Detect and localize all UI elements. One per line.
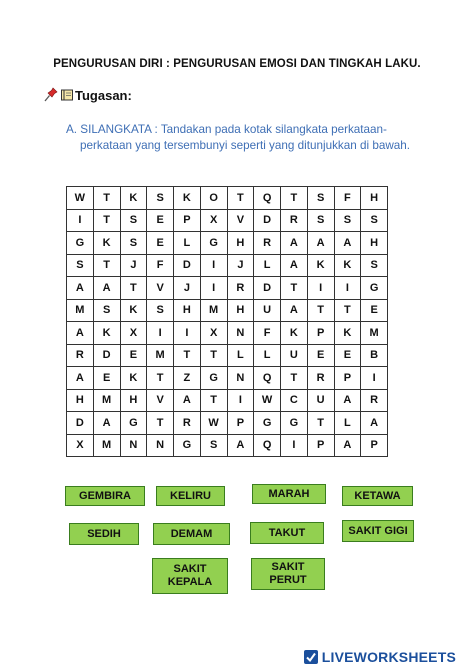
grid-row — [67, 434, 388, 457]
grid-cell[interactable]: S — [147, 299, 174, 322]
grid-cell[interactable]: S — [361, 254, 388, 277]
grid-cell[interactable]: A — [281, 299, 308, 322]
grid-cell[interactable]: T — [147, 412, 174, 435]
grid-cell[interactable]: G — [67, 232, 94, 255]
grid-cell[interactable]: X — [67, 434, 94, 457]
grid-cell[interactable]: S — [93, 299, 120, 322]
grid-cell[interactable]: A — [67, 367, 94, 390]
grid-cell[interactable]: A — [334, 434, 361, 457]
grid-cell[interactable]: K — [93, 232, 120, 255]
grid-cell[interactable]: T — [281, 367, 308, 390]
tugasan-heading — [44, 86, 132, 104]
grid-cell[interactable]: G — [254, 412, 281, 435]
grid-cell[interactable]: H — [174, 299, 201, 322]
grid-row — [67, 187, 388, 210]
grid-cell[interactable]: M — [93, 434, 120, 457]
grid-cell[interactable]: J — [120, 254, 147, 277]
grid-cell[interactable]: I — [334, 277, 361, 300]
liveworksheets-label: LIVEWORKSHEETS — [321, 649, 456, 665]
grid-cell[interactable]: E — [93, 367, 120, 390]
grid-cell[interactable]: N — [227, 322, 254, 345]
grid-cell[interactable]: F — [254, 322, 281, 345]
grid-cell[interactable]: D — [174, 254, 201, 277]
grid-cell[interactable]: V — [227, 209, 254, 232]
grid-cell[interactable]: V — [147, 277, 174, 300]
grid-cell[interactable]: Q — [254, 434, 281, 457]
grid-cell[interactable]: M — [93, 389, 120, 412]
grid-cell[interactable]: X — [200, 209, 227, 232]
word-box-marah[interactable]: MARAH — [252, 484, 326, 504]
grid-cell[interactable]: G — [281, 412, 308, 435]
grid-cell[interactable]: W — [254, 389, 281, 412]
grid-cell[interactable]: K — [120, 299, 147, 322]
grid-cell[interactable]: T — [174, 344, 201, 367]
grid-cell[interactable]: I — [147, 322, 174, 345]
grid-cell[interactable]: A — [281, 232, 308, 255]
grid-cell[interactable]: D — [93, 344, 120, 367]
word-box-takut[interactable]: TAKUT — [250, 522, 324, 544]
grid-cell[interactable]: X — [120, 322, 147, 345]
grid-cell[interactable]: K — [281, 322, 308, 345]
grid-cell[interactable]: H — [227, 299, 254, 322]
grid-cell[interactable]: D — [67, 412, 94, 435]
grid-cell[interactable]: A — [67, 277, 94, 300]
grid-cell[interactable]: O — [200, 187, 227, 210]
grid-cell[interactable]: P — [174, 209, 201, 232]
grid-cell[interactable]: S — [147, 187, 174, 210]
grid-cell[interactable]: F — [147, 254, 174, 277]
grid-cell[interactable]: T — [227, 187, 254, 210]
tugasan-label: Tugasan: — [75, 87, 132, 103]
grid-cell[interactable]: A — [93, 277, 120, 300]
grid-cell[interactable]: T — [307, 299, 334, 322]
grid-cell[interactable]: T — [200, 344, 227, 367]
grid-cell[interactable]: I — [361, 367, 388, 390]
grid-cell[interactable]: Q — [254, 187, 281, 210]
grid-cell[interactable]: S — [307, 209, 334, 232]
pushpin-icon — [44, 87, 58, 103]
grid-cell[interactable]: B — [361, 344, 388, 367]
grid-row — [67, 367, 388, 390]
grid-cell[interactable]: C — [281, 389, 308, 412]
book-icon — [60, 88, 74, 102]
grid-cell[interactable]: L — [254, 254, 281, 277]
grid-cell[interactable]: G — [361, 277, 388, 300]
grid-cell[interactable]: K — [93, 322, 120, 345]
grid-row — [67, 209, 388, 232]
grid-cell[interactable]: G — [174, 434, 201, 457]
grid-cell[interactable]: E — [307, 344, 334, 367]
word-box-demam[interactable]: DEMAM — [153, 523, 230, 545]
grid-cell[interactable]: T — [93, 187, 120, 210]
liveworksheets-logo-icon — [303, 649, 319, 665]
grid-row — [67, 344, 388, 367]
grid-cell[interactable]: T — [120, 277, 147, 300]
grid-cell[interactable]: N — [120, 434, 147, 457]
grid-cell[interactable]: T — [281, 187, 308, 210]
grid-cell[interactable]: H — [67, 389, 94, 412]
grid-cell[interactable]: I — [281, 434, 308, 457]
grid-cell[interactable]: N — [147, 434, 174, 457]
grid-cell[interactable]: S — [361, 209, 388, 232]
grid-cell[interactable]: I — [227, 389, 254, 412]
grid-cell[interactable]: F — [334, 187, 361, 210]
grid-cell[interactable]: M — [200, 299, 227, 322]
grid-row — [67, 322, 388, 345]
liveworksheets-footer — [303, 649, 456, 665]
grid-cell[interactable]: R — [67, 344, 94, 367]
grid-cell[interactable]: I — [307, 277, 334, 300]
grid-cell[interactable]: G — [200, 232, 227, 255]
grid-cell[interactable]: R — [254, 232, 281, 255]
grid-row — [67, 389, 388, 412]
word-box-sakit-perut[interactable]: SAKIT PERUT — [251, 558, 325, 590]
grid-cell[interactable]: U — [254, 299, 281, 322]
grid-cell[interactable]: I — [200, 277, 227, 300]
instruction-line-2: perkataan yang tersembunyi seperti yang ditunjukkan di bawah. — [80, 139, 411, 152]
word-search-grid — [66, 186, 388, 457]
grid-cell[interactable]: A — [227, 434, 254, 457]
grid-cell[interactable]: A — [174, 389, 201, 412]
grid-cell[interactable]: A — [281, 254, 308, 277]
grid-row — [67, 232, 388, 255]
grid-cell[interactable]: P — [334, 367, 361, 390]
grid-cell[interactable]: R — [227, 277, 254, 300]
grid-cell[interactable]: U — [281, 344, 308, 367]
grid-cell[interactable]: A — [93, 412, 120, 435]
word-box-ketawa[interactable]: KETAWA — [342, 486, 413, 506]
grid-cell[interactable]: G — [120, 412, 147, 435]
grid-cell[interactable]: G — [200, 367, 227, 390]
grid-cell[interactable]: P — [307, 434, 334, 457]
word-box-sedih[interactable]: SEDIH — [69, 523, 139, 545]
grid-cell[interactable]: A — [361, 412, 388, 435]
grid-cell[interactable]: H — [361, 187, 388, 210]
grid-cell[interactable]: A — [334, 389, 361, 412]
grid-cell[interactable]: L — [334, 412, 361, 435]
grid-cell[interactable]: D — [254, 277, 281, 300]
grid-cell[interactable]: S — [200, 434, 227, 457]
grid-cell[interactable]: T — [93, 209, 120, 232]
word-box-gembira[interactable]: GEMBIRA — [65, 486, 145, 506]
grid-cell[interactable]: R — [174, 412, 201, 435]
grid-row — [67, 277, 388, 300]
grid-cell[interactable]: S — [307, 187, 334, 210]
grid-cell[interactable]: K — [334, 254, 361, 277]
grid-cell[interactable]: E — [334, 344, 361, 367]
word-box-sakit-gigi[interactable]: SAKIT GIGI — [342, 520, 414, 542]
grid-cell[interactable]: T — [334, 299, 361, 322]
grid-cell[interactable]: L — [227, 344, 254, 367]
instruction-line-1: A. SILANGKATA : Tandakan pada kotak silangkata perkataan- — [66, 123, 387, 136]
grid-cell[interactable]: H — [361, 232, 388, 255]
grid-cell[interactable]: M — [147, 344, 174, 367]
grid-cell[interactable]: S — [120, 209, 147, 232]
grid-cell[interactable]: K — [120, 187, 147, 210]
grid-cell[interactable]: T — [307, 412, 334, 435]
grid-cell[interactable]: S — [334, 209, 361, 232]
grid-cell[interactable]: R — [281, 209, 308, 232]
grid-cell[interactable]: J — [227, 254, 254, 277]
grid-cell[interactable]: K — [307, 254, 334, 277]
grid-cell[interactable]: Q — [254, 367, 281, 390]
grid-cell[interactable]: M — [361, 322, 388, 345]
grid-cell[interactable]: A — [307, 232, 334, 255]
grid-cell[interactable]: I — [174, 322, 201, 345]
grid-cell[interactable]: E — [147, 232, 174, 255]
grid-cell[interactable]: T — [281, 277, 308, 300]
grid-row — [67, 299, 388, 322]
grid-cell[interactable]: H — [227, 232, 254, 255]
grid-cell[interactable]: R — [307, 367, 334, 390]
grid-cell[interactable]: T — [93, 254, 120, 277]
word-box-keliru[interactable]: KELIRU — [156, 486, 225, 506]
grid-cell[interactable]: A — [334, 232, 361, 255]
grid-cell[interactable]: J — [174, 277, 201, 300]
page-title: PENGURUSAN DIRI : PENGURUSAN EMOSI DAN TINGKAH LAKU. — [53, 58, 421, 70]
grid-cell[interactable]: W — [67, 187, 94, 210]
grid-row — [67, 412, 388, 435]
grid-row — [67, 254, 388, 277]
instruction-text — [66, 122, 411, 154]
grid-cell[interactable]: K — [174, 187, 201, 210]
grid-cell[interactable]: E — [120, 344, 147, 367]
grid-cell[interactable]: I — [67, 209, 94, 232]
grid-cell[interactable]: P — [361, 434, 388, 457]
word-box-sakit-kepala[interactable]: SAKIT KEPALA — [152, 558, 228, 594]
grid-cell[interactable]: E — [147, 209, 174, 232]
grid-cell[interactable]: P — [227, 412, 254, 435]
grid-cell[interactable]: K — [334, 322, 361, 345]
grid-cell[interactable]: H — [120, 389, 147, 412]
grid-cell[interactable]: T — [147, 367, 174, 390]
grid-cell[interactable]: S — [67, 254, 94, 277]
grid-cell[interactable]: M — [67, 299, 94, 322]
grid-cell[interactable]: L — [174, 232, 201, 255]
grid-cell[interactable]: V — [147, 389, 174, 412]
grid-cell[interactable]: Z — [174, 367, 201, 390]
grid-cell[interactable]: A — [67, 322, 94, 345]
grid-cell[interactable]: E — [361, 299, 388, 322]
grid-cell[interactable]: P — [307, 322, 334, 345]
grid-cell[interactable]: N — [227, 367, 254, 390]
grid-cell[interactable]: R — [361, 389, 388, 412]
grid-cell[interactable]: I — [200, 254, 227, 277]
grid-cell[interactable]: L — [254, 344, 281, 367]
grid-cell[interactable]: W — [200, 412, 227, 435]
grid-cell[interactable]: S — [120, 232, 147, 255]
grid-cell[interactable]: D — [254, 209, 281, 232]
grid-cell[interactable]: X — [200, 322, 227, 345]
grid-cell[interactable]: U — [307, 389, 334, 412]
grid-cell[interactable]: K — [120, 367, 147, 390]
grid-cell[interactable]: T — [200, 389, 227, 412]
